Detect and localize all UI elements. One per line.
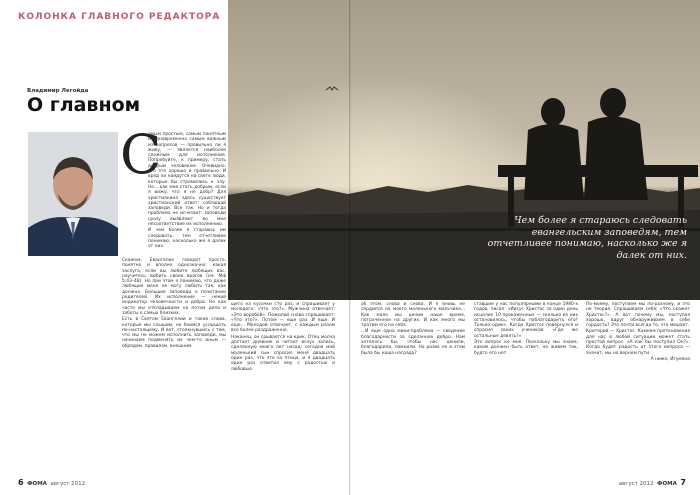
text-column-6 <box>586 302 690 470</box>
paragraph: амым простым, самым понятным и одновременно самым важным из вопросов — правильно ли я живу, — является наиболее сложным для исполнения. Попробуйте, к примеру, стать добрым человеком. Очевидно, что это хорошо и правильно. И вряд ли найдутся на свете люди, которые бы стремились к злу. Но... как мне стать добрым, если я вижу, что я не добр? Для христианина здесь существует христианский ответ: соблюдай заповеди. Все так. Но и тогда проблема не исчезает: заповеди сразу выявляют во мне несоответствие их исполнению. <box>148 132 226 228</box>
issue-date-right: август 2012 <box>618 481 654 487</box>
section-label: КОЛОНКА ГЛАВНОГО РЕДАКТОРА <box>18 12 221 22</box>
issue-date-left: август 2012 <box>50 481 86 487</box>
paragraph: Есть в Святом Евангелии и такие слова, которые мы слышим, но боимся услышать по-настоящему. И вот, столкнувшись с тем, что мы не можем исполнить заповеди, мы начинаем подменять их чем-то иным — обрядом, правилом, внешним. <box>122 317 226 349</box>
paragraph: Наконец, он срывается на крик. Отец молча достает дневник и читает вслух запись, сделанную много лет назад: сегодня мой маленький сын спросил меня двадцать один раз, что это за птица, и я двадцать один раз ответил ему с радостью и любовью. <box>231 334 335 372</box>
signature: А ниже, Игумена <box>650 356 690 362</box>
text-column-2 <box>122 258 226 470</box>
paragraph: По-моему, поступаем мы по-разному, и это не теория. Спрашиваем себя: «Что скажет Христос?». А вот почему мы, поступая хорошо, вдруг обнаруживаем в себе гордость? Это почти всегда то, что мешает. <box>586 302 690 329</box>
magazine-brand-left: ФОМА <box>27 481 47 487</box>
author-name: Владимир Легойда <box>27 88 89 94</box>
text-column-3 <box>231 302 335 470</box>
author-portrait <box>28 132 118 256</box>
pull-quote: Чем более я стараюсь следовать евангельским заповедям, тем отчетливее понимаю, насколько же я далек от них. <box>487 215 687 261</box>
paragraph: Это вопрос ко мне. Поскольку мы знаем, каким должен быть ответ, но живем так, будто его нет. <box>474 340 578 356</box>
text-column-4 <box>361 302 465 470</box>
paragraph: ставшие у нас популярными в конце 1980-х годов, писал: «Иисус Христос за один день исцелил 10 прокаженных — сколько из них остановилось, чтобы поблагодарить его? Только один». Когда Христос повернулся и спросил своих учеников: «Где же остальные девять?» <box>474 302 578 339</box>
paragraph: И чем более я стараюсь им следовать, тем отчетливее понимаю, насколько же я далек от них. <box>148 228 226 250</box>
article-title: О главном <box>27 94 141 116</box>
left-footer <box>18 478 85 487</box>
magazine-brand-right: ФОМА <box>657 481 677 487</box>
page-number-left: 6 <box>18 478 24 487</box>
paragraph: об этом, снова и снова. И я вновь не сердился на моего маленького мальчика... Как мало мы ценим наше время, потраченное на других. И как много мы тратим его на себя. <box>361 302 465 329</box>
drop-cap: С <box>120 123 162 186</box>
spread-gutter <box>349 0 351 495</box>
paragraph: Скажем, Евангелие говорит просто, понятно и вполне однозначно: какая заслуга, если вы любите любящих вас, научитесь любить своих врагов (см. Мф 5:43–48). Но при этом я понимаю, что даже любящих меня не могу любить так, как должно. Большие заповеди о почитании родителей. Их исполнение — некий индикатор человечности и добра. Но как часто мы откладываем на потом дела и заботы о самых близких. <box>122 258 226 316</box>
paragraph: щего на кусочки сто раз, и спрашивает у молодого: «Что это?». Мужчина отвечает: «Это воробей». Пожилой снова спрашивает: «Что это?». Потом — еще раз. И еще. И еще... Молодой отвечает, с каждым разом все более раздраженно. <box>231 302 335 334</box>
paragraph: ...И еще одна мини-проблема — сведение благодарности за сделанное добро. Нам хотелось бы, чтобы нас ценили, благодарили, помнили. Но разве не в этом была бы наша награда? <box>361 329 465 356</box>
right-footer <box>619 478 686 487</box>
text-column-5 <box>474 302 578 470</box>
paragraph: Критерий — Христос. Камнем преткновения для нас в любой ситуации может стать простой вопрос: «А как бы поступил Он?». Когда будет радость от этого вопроса — значит, мы на верном пути. <box>586 329 690 356</box>
page-number-right: 7 <box>680 478 686 487</box>
text-column-1 <box>148 132 226 250</box>
